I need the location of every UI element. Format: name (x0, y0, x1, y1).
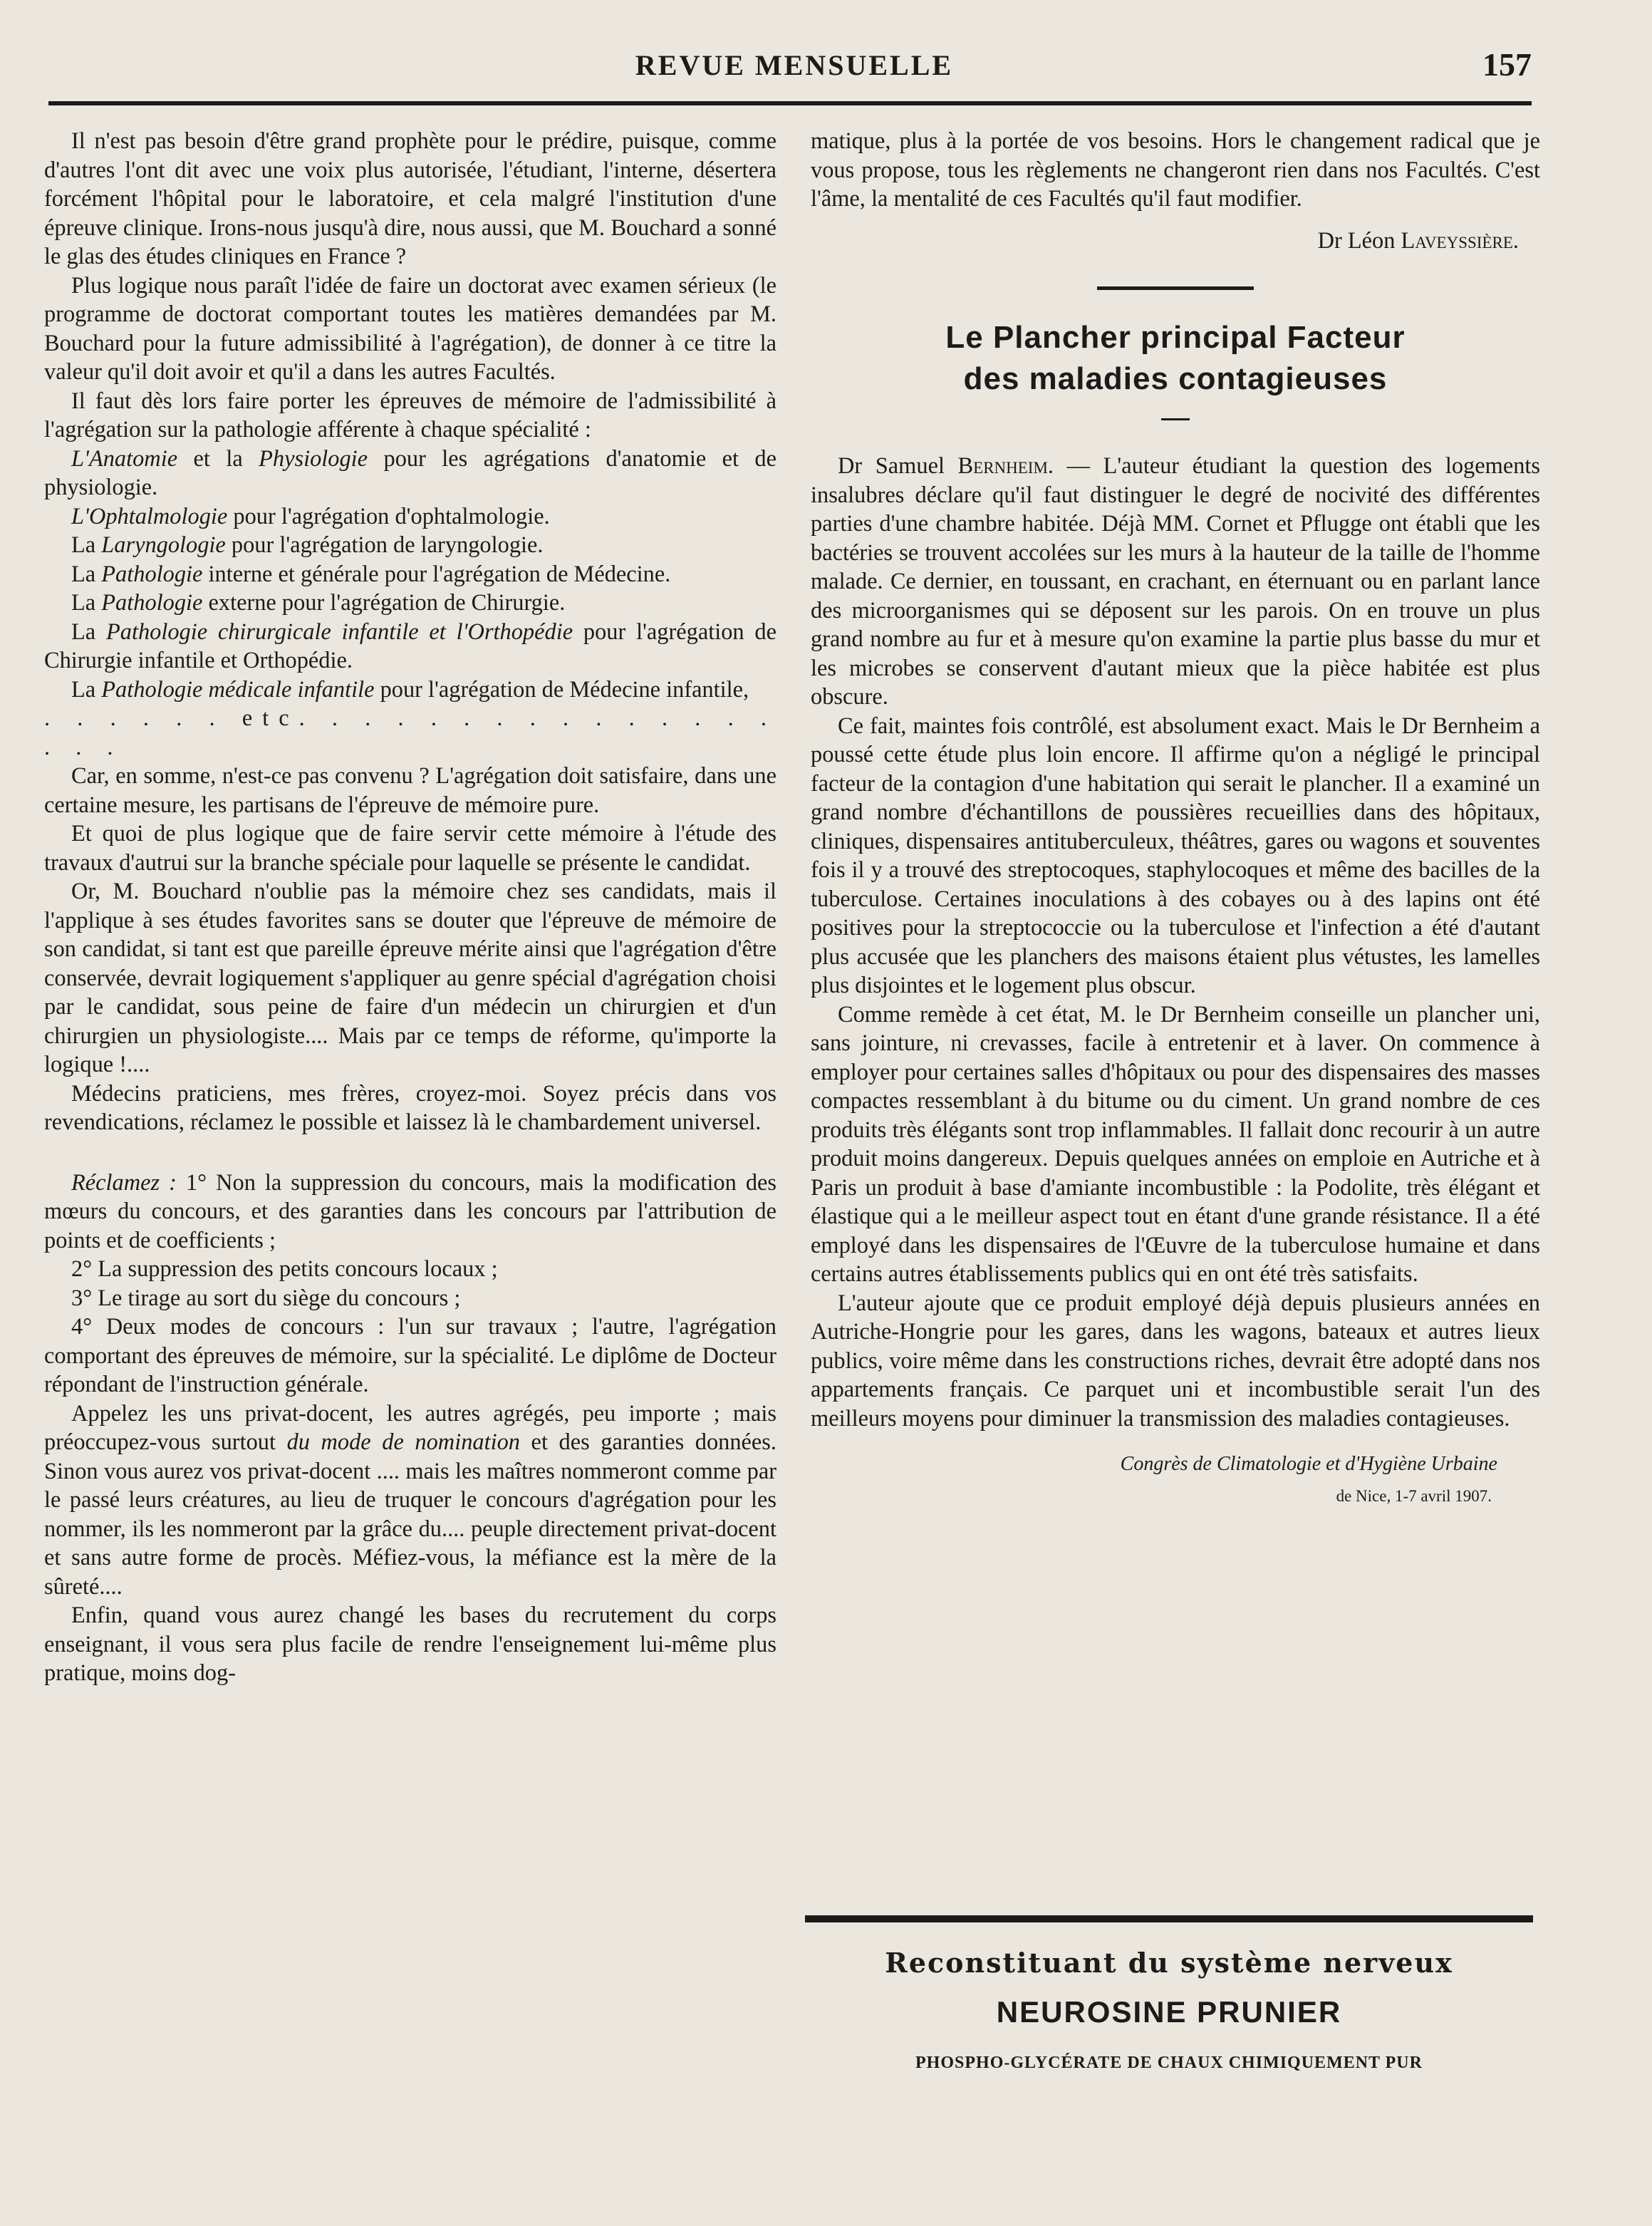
list-item (44, 618, 776, 675)
paragraph: Médecins praticiens, mes frères, croyez-moi. Soyez précis dans vos revendications, réclamez le possible et laissez là le chambardement universel. (44, 1080, 776, 1135)
paragraph: Ce fait, maintes fois contrôlé, est absolument exact. Mais le Dr Bernheim a poussé cette étude plus loin encore. Il affirme qu'on a négligé le principal facteur de la contagion d'une habitation qui serait le plancher. Il a examiné un grand nombre d'échantillons de poussières recueillies dans des hôpitaux, cliniques, dispensaires antituberculeux, théâtres, gares ou wagons et souventes fois il y a trouvé des streptocoques, staphylocoques et même des bacilles de la tuberculose. Certaines inoculations à des cobayes ou à des lapins ont été positives pour la streptococcie ou la tuberculose et l'infection a été d'autant plus accusée que les planchers des maisons étaient plus vétustes, les lamelles plus disjointes et le logement plus obscur. (811, 713, 1540, 998)
list-item (44, 502, 776, 532)
list-text: La (71, 561, 102, 587)
author-signature (811, 227, 1540, 256)
source-citation: Congrès de Climatologie et d'Hygiène Urbaine (1120, 1453, 1497, 1475)
list-text: La (71, 618, 106, 645)
author-name: Laveyssière. (1401, 227, 1519, 254)
advertisement-description: PHOSPHO-GLYCÉRATE DE CHAUX CHIMIQUEMENT PUR (915, 2054, 1423, 2072)
section-rule (1097, 286, 1254, 290)
list-text: pour l'agrégation d'ophtalmologie. (227, 503, 550, 529)
paragraph-text: 1° Non la suppression du concours, mais la modification des mœurs du concours, et des garanties dans les concours par l'attribution de points et de coefficients ; (44, 1169, 777, 1253)
paragraph: Il faut dès lors faire porter les épreuves de mémoire de l'admissibilité à l'agrégation sur la pathologie afférente à chaque spécialité : (44, 388, 776, 442)
author-name: Bernheim. (957, 453, 1054, 479)
paragraph: Car, en somme, n'est-ce pas convenu ? L'agrégation doit satisfaire, dans une certaine mesure, les partisans de l'épreuve de mémoire pure. (44, 763, 776, 818)
list-item (44, 675, 776, 705)
list-text: La (71, 676, 102, 703)
list-text: pour l'agrégation de Chirurgie infantile et Orthopédie. (44, 618, 776, 673)
italic-term: Pathologie chirurgicale infantile et l'Orthopédie (105, 618, 573, 645)
advertisement-product: NEUROSINE PRUNIER (996, 1995, 1342, 2029)
list-item (44, 560, 776, 589)
article-title-line: Le Plancher principal Facteur (945, 320, 1406, 355)
right-column (811, 127, 1540, 1506)
list-text: La (71, 532, 102, 558)
list-text: pour l'agrégation de laryngologie. (225, 532, 544, 558)
paragraph (44, 1399, 776, 1602)
paragraph: 4° Deux modes de concours : l'un sur travaux ; l'autre, l'agrégation comportant des épreuves de mémoire, sur la spécialité. Le diplôme de Docteur répondant de l'instruction générale. (44, 1314, 776, 1397)
list-item (44, 445, 776, 502)
header-rule (48, 101, 1532, 105)
article-title (811, 317, 1540, 400)
paragraph-text: Dr Samuel (838, 453, 958, 479)
paragraph: Or, M. Bouchard n'oublie pas la mémoire chez ses candidats, mais il l'applique à ses études favorites sans se douter que l'épreuve de mémoire de son candidat, si tant est que pareille épreuve mérite ainsi que l'agrégation d'être conservée, devrait logiquement s'appliquer au genre spécial d'agrégation choisi par le candidat, sous peine de faire d'un médecin un chirurgien et d'un chirurgien un physiologiste.... Mais par ce temps de réforme, qu'importe la logique !.... (44, 879, 776, 1077)
paragraph-text: et des garanties données. Sinon vous aurez vos privat-docent .... mais les maîtres nommeront comme par le passé leurs créatures, au lieu de truquer le concours d'agrégation pour les nommer, ils les nommeront par la grâce du.... peuple directement privat-docent et sans autre forme de procès. Méfiez-vous, la méfiance est la mère de la sûreté.... (44, 1429, 776, 1600)
italic-term: Laryngologie (101, 532, 226, 558)
italic-term: Pathologie (101, 590, 203, 616)
list-text: et la (177, 445, 259, 472)
article-title-line: des maladies contagieuses (963, 361, 1388, 396)
etc-line: . . . . . . etc. . . . . . . . . . . . . . . . . . (44, 705, 776, 760)
list-text: pour les agrégations d'anatomie et de physiologie. (44, 445, 776, 500)
paragraph-text: — L'auteur étudiant la question des logements insalubres déclare qu'il faut distinguer le degré de nocivité des différentes parties d'une chambre habitée. Déjà MM. Cornet et Pflugge ont établi que les bactéries se trouvent accolées sur les murs à la hauteur de la taille de l'homme malade. Ce dernier, en toussant, en crachant, en éternuant ou en parlant lance des microorganismes qui se déposent sur les parois. On en trouve un plus grand nombre au fur et à mesure qu'on examine la partie plus basse du mur et les microbes se conservent d'autant mieux que la pièce habitée est plus obscure. (811, 453, 1540, 710)
italic-term: Pathologie médicale infantile (101, 676, 375, 703)
spacer (811, 420, 1540, 452)
paragraph: Et quoi de plus logique que de faire servir cette mémoire à l'étude des travaux d'autrui sur la branche spéciale pour laquelle se présente le candidat. (44, 821, 776, 876)
italic-term: L'Ophtalmologie (71, 503, 228, 529)
paragraph-text: Appelez les uns privat-docent, les autres agrégés, peu importe ; mais préoccupez-vous surtout (44, 1400, 776, 1455)
page-header (50, 44, 1539, 87)
list-text: pour l'agrégation de Médecine infantile, (374, 676, 749, 703)
paragraph: 3° Le tirage au sort du siège du concours ; (71, 1285, 461, 1311)
italic-term: du mode de nomination (286, 1429, 520, 1455)
list-item (44, 531, 776, 560)
signature-text: Dr Léon (1317, 227, 1401, 254)
list-text: La (71, 590, 102, 616)
journal-title: REVUE MENSUELLE (635, 49, 954, 81)
list-text: externe pour l'agrégation de Chirurgie. (202, 590, 566, 616)
paragraph: Plus logique nous paraît l'idée de faire un doctorat avec examen sérieux (le programme de doctorat comportant toutes les matières demandées par M. Bouchard pour la future admissibilité à l'agrégation), de donner à ce titre la valeur qu'il doit avoir et qu'il a dans les autres Facultés. (44, 272, 776, 385)
italic-term: Pathologie (101, 561, 203, 587)
italic-term: L'Anatomie (71, 445, 178, 472)
italic-term: Physiologie (259, 445, 368, 472)
paragraph: Comme remède à cet état, M. le Dr Bernheim conseille un plancher uni, sans jointure, ni crevasses, facile à entretenir et à laver. On commence à employer pour certaines salles d'hôpitaux ou pour des dispensaires des masses compactes ressemblant à du bitume ou du ciment. Un grand nombre de ces produits très élégants sont trop inflammables. Il fallait donc recourir à un autre produit moins dangereux. Depuis quelques années on emploie en Autriche et à Paris un produit à base d'amiante incombustible : la Podolite, très élégant et élastique qui a le meilleur aspect tout en étant d'une grande résistance. Il a été employé dans les dispensaires de l'Œuvre de la tuberculose humaine et dans certains autres établissements publics qui en ont été très satisfaits. (811, 1001, 1540, 1287)
paragraph: Il n'est pas besoin d'être grand prophète pour le prédire, puisque, comme d'autres l'ont dit avec une voix plus autorisée, l'étudiant, l'interne, désertera forcément l'hôpital pour le laboratoire, et cela malgré l'institution d'une épreuve clinique. Irons-nous jusqu'à dire, nous aussi, que M. Bouchard a sonné le glas des études cliniques en France ? (44, 128, 776, 269)
advertisement-rule (805, 1915, 1533, 1922)
left-column (44, 127, 776, 1688)
paragraph (811, 452, 1540, 712)
source-date: de Nice, 1-7 avril 1907. (1336, 1487, 1492, 1505)
advertisement-tagline: Reconstituant du système nerveux (885, 1947, 1453, 1979)
paragraph: L'auteur ajoute que ce produit employé déjà depuis plusieurs années en Autriche-Hongrie pour les gares, dans les wagons, bateaux et autres lieux publics, voire même dans les constructions riches, devrait être adopté dans nos appartements français. Ce parquet uni et incombustible serait l'un des meilleurs moyens pour diminuer la transmission des maladies contagieuses. (811, 1290, 1540, 1432)
paragraph (44, 1169, 776, 1256)
list-item (44, 589, 776, 618)
page-number: 157 (1482, 46, 1532, 83)
paragraph: matique, plus à la portée de vos besoins. Hors le changement radical que je vous propose, tous les règlements ne changeront rien dans nos Facultés. C'est l'âme, la mentalité de ces Facultés qu'il faut modifier. (811, 128, 1540, 212)
paragraph: Enfin, quand vous aurez changé les bases du recrutement du corps enseignant, il vous sera plus facile de rendre l'enseignement lui-même plus pratique, moins dog- (44, 1603, 776, 1686)
paragraph: 2° La suppression des petits concours locaux ; (71, 1256, 498, 1282)
italic-term: Réclamez : (71, 1169, 177, 1196)
list-text: interne et générale pour l'agrégation de Médecine. (202, 561, 671, 587)
spacer (44, 1137, 776, 1169)
